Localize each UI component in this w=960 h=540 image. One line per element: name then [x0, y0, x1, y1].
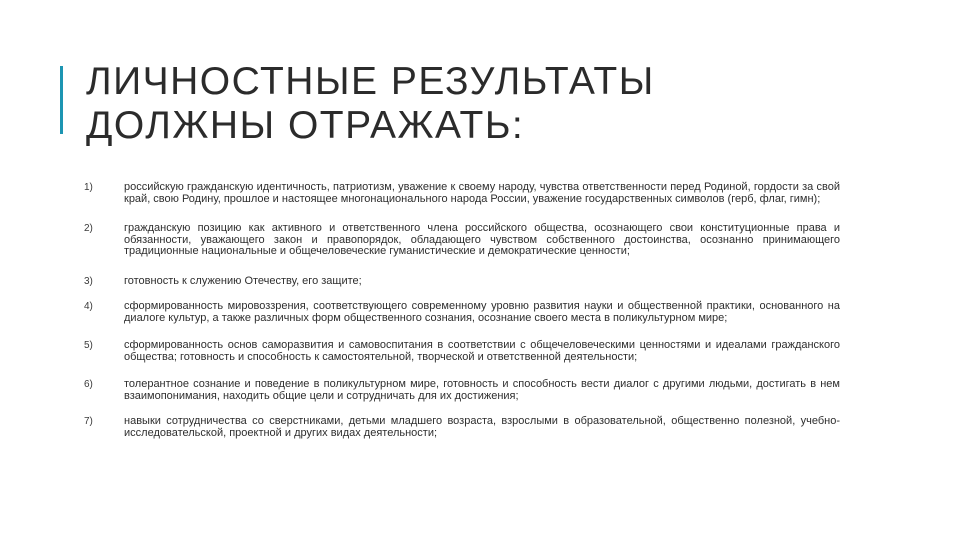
- list-item: [84, 301, 840, 324]
- results-list: [84, 182, 840, 439]
- list-item: [84, 379, 840, 402]
- list-item-number: 1): [84, 182, 93, 193]
- list-item: [84, 223, 840, 258]
- slide-title-line-2: ДОЛЖНЫ ОТРАЖАТЬ:: [86, 104, 525, 147]
- list-item-number: 4): [84, 301, 93, 312]
- list-item: [84, 416, 840, 439]
- list-item: [84, 276, 840, 288]
- list-item: [84, 340, 840, 363]
- title-accent-bar: [60, 66, 63, 134]
- list-item-text: гражданскую позицию как активного и ответственного члена российского общества, осознающего свои конституционные права и обязанности, уважающего закон и правопорядок, обладающего чувством собственного достоинства, осознанно принимающего традиционные национальные и общечеловеческие гуманистические и демократические ценности;: [124, 222, 840, 257]
- list-item-text: готовность к служению Отечеству, его защите;: [124, 274, 362, 287]
- list-item-text: толерантное сознание и поведение в поликультурном мире, готовность и способность вести диалог с другими людьми, достигать в нем взаимопонимания, находить общие цели и сотрудничать для их достижения;: [124, 378, 840, 402]
- list-item-number: 7): [84, 416, 93, 427]
- list-item: [84, 182, 840, 205]
- list-item-number: 3): [84, 275, 93, 287]
- list-item-text: российскую гражданскую идентичность, патриотизм, уважение к своему народу, чувства ответственности перед Родиной, гордости за свой край, свою Родину, прошлое и настоящее многонационального народа России, уважение государственных символов (герб, флаг, гимн);: [124, 181, 840, 205]
- slide-title-line-1: ЛИЧНОСТНЫЕ РЕЗУЛЬТАТЫ: [86, 60, 655, 103]
- list-item-text: сформированность мировоззрения, соответствующего современному уровню развития науки и общественной практики, основанного на диалоге культур, а также различных форм общественного сознания, осознание своего места в поликультурном мире;: [124, 300, 840, 324]
- list-item-number: 6): [84, 379, 93, 390]
- list-item-number: 5): [84, 340, 93, 351]
- list-item-number: 2): [84, 223, 93, 234]
- list-item-text: сформированность основ саморазвития и самовоспитания в соответствии с общечеловеческими ценностями и идеалами гражданского общества; готовность и способность к самостоятельной, творческой и ответственной деятельности;: [124, 339, 840, 363]
- slide-title: [86, 60, 655, 148]
- list-item-text: навыки сотрудничества со сверстниками, детьми младшего возраста, взрослыми в образовательной, общественно полезной, учебно-исследовательской, проектной и других видах деятельности;: [124, 415, 840, 439]
